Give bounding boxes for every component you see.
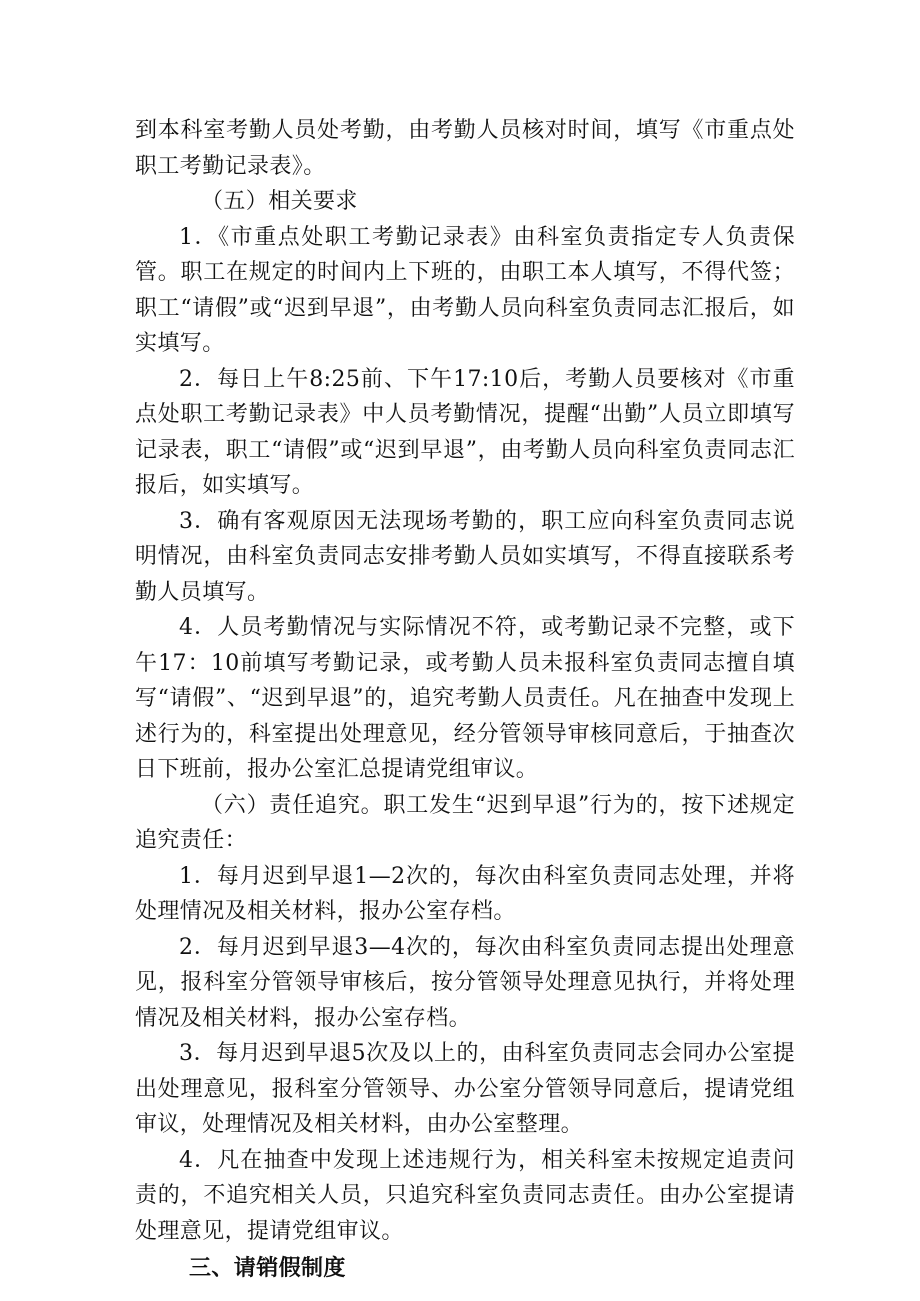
requirement-item-2: 2．每日上午8:25前、下午17:10后，考勤人员要核对《市重点处职工考勤记录表》中人员考勤情况，提醒“出勤”人员立即填写记录表，职工“请假”或“迟到早退”，由考勤人员向科室负责同志汇报后，如实填写。 xyxy=(135,366,795,498)
accountability-item-4: 4．凡在抽查中发现上述违规行为，相关科室未按规定追责问责的，不追究相关人员，只追究科室负责同志责任。由办公室提请处理意见，提请党组审议。 xyxy=(135,1147,795,1244)
subsection-heading-requirements: （五）相关要求 xyxy=(201,189,358,214)
requirement-item-1: 1．《市重点处职工考勤记录表》由科室负责指定专人负责保管。职工在规定的时间内上下班的，由职工本人填写，不得代签；职工“请假”或“迟到早退”，由考勤人员向科室负责同志汇报后，如实填写。 xyxy=(135,224,795,356)
subsection-heading-accountability: （六）责任追究。职工发生“迟到早退”行为的，按下述规定追究责任： xyxy=(135,792,795,853)
accountability-item-2: 2．每月迟到早退3—4次的，每次由科室负责同志提出处理意见，报科室分管领导审核后，按分管领导处理意见执行，并将处理情况及相关材料，报办公室存档。 xyxy=(135,934,795,1031)
requirement-item-3: 3．确有客观原因无法现场考勤的，职工应向科室负责同志说明情况，由科室负责同志安排考勤人员如实填写，不得直接联系考勤人员填写。 xyxy=(135,508,795,605)
paragraph-continuation: 到本科室考勤人员处考勤，由考勤人员核对时间，填写《市重点处职工考勤记录表》。 xyxy=(135,118,795,179)
accountability-item-3: 3．每月迟到早退5次及以上的，由科室负责同志会同办公室提出处理意见，报科室分管领导、办公室分管领导同意后，提请党组审议，处理情况及相关材料，由办公室整理。 xyxy=(135,1041,795,1137)
accountability-item-1: 1．每月迟到早退1—2次的，每次由科室负责同志处理，并将处理情况及相关材料，报办公室存档。 xyxy=(135,863,795,924)
requirement-item-4: 4．人员考勤情况与实际情况不符，或考勤记录不完整，或下午17：10前填写考勤记录，或考勤人员未报科室负责同志擅自填写“请假”、“迟到早退”的，追究考勤人员责任。凡在抽查中发现上述行为的，科室提出处理意见，经分管领导审核同意后，于抽查次日下班前，报办公室汇总提请党组审议。 xyxy=(135,615,795,782)
document-body xyxy=(135,113,795,1287)
section-heading-leave-system: 三、请销假制度 xyxy=(189,1256,346,1281)
